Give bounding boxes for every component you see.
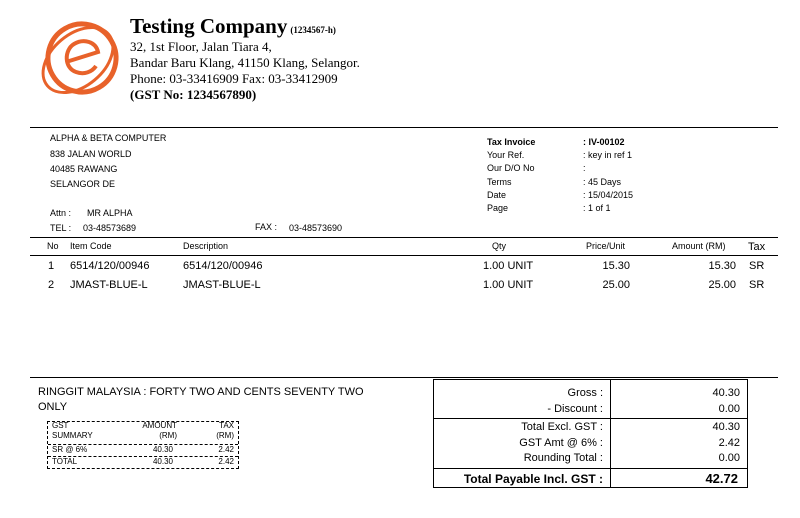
doc-info-value-do-no: :	[583, 163, 586, 173]
col-header-amount: Amount (RM)	[672, 241, 726, 251]
tel-label: TEL :	[50, 223, 72, 233]
doc-info-label-date: Date	[487, 190, 507, 200]
gst-amount-value: 2.42	[718, 437, 740, 449]
row-tax: SR	[749, 260, 765, 272]
rounding-total-label: Rounding Total :	[523, 452, 603, 464]
row-price: 25.00	[602, 279, 630, 291]
doc-info-label-page: Page	[487, 203, 509, 213]
row-tax: SR	[749, 279, 765, 291]
gst-amount-label: GST Amt @ 6% :	[519, 437, 603, 449]
row-qty: 1.00 UNIT	[483, 260, 534, 272]
amount-in-words-line-2: ONLY	[38, 401, 68, 413]
row-price: 15.30	[602, 260, 630, 272]
row-amount: 25.00	[708, 279, 736, 291]
gst-summary-h3b: (RM)	[216, 431, 234, 440]
company-reg-no: (1234567-h)	[290, 25, 336, 35]
discount-label: - Discount :	[547, 403, 603, 415]
discount-value: 0.00	[718, 403, 740, 415]
doc-info-value-tax-invoice: : IV-00102	[583, 137, 625, 147]
col-header-tax: Tax	[748, 241, 766, 253]
customer-address-2: 40485 RAWANG	[50, 164, 118, 174]
row-amount: 15.30	[708, 260, 736, 272]
col-header-item-code: Item Code	[70, 241, 112, 251]
total-excl-gst-value: 40.30	[712, 421, 740, 433]
customer-address-1: 838 JALAN WORLD	[50, 149, 132, 159]
doc-info-value-page: : 1 of 1	[583, 203, 611, 213]
company-phone-fax: Phone: 03-33416909 Fax: 03-33412909	[130, 71, 338, 86]
doc-info-label-tax-invoice: Tax Invoice	[487, 137, 536, 147]
attn-label: Attn :	[50, 208, 72, 218]
gst-summary-sr-tax: 2.42	[218, 445, 234, 454]
total-payable-label: Total Payable Incl. GST :	[463, 472, 603, 486]
tel-value: 03-48573689	[83, 223, 137, 233]
totals-divider-1	[433, 418, 748, 419]
rounding-total-value: 0.00	[718, 452, 740, 464]
doc-info-label-terms: Terms	[487, 177, 512, 187]
doc-info-value-terms: : 45 Days	[583, 177, 622, 187]
gst-summary-h2b: (RM)	[159, 431, 177, 440]
col-header-qty: Qty	[492, 241, 507, 251]
gst-summary-header-amount	[130, 421, 177, 441]
customer-address-3: SELANGOR DE	[50, 179, 116, 189]
header-divider	[30, 127, 778, 128]
total-payable-value: 42.72	[705, 471, 738, 486]
col-header-no: No	[47, 241, 59, 251]
table-header-top-line	[30, 237, 778, 238]
gst-summary-h1b: SUMMARY	[52, 431, 93, 440]
col-header-price: Price/Unit	[586, 241, 626, 251]
footer-divider	[30, 377, 778, 378]
total-excl-gst-label: Total Excl. GST :	[521, 421, 603, 433]
row-qty: 1.00 UNIT	[483, 279, 534, 291]
gst-summary-total-label: TOTAL	[52, 457, 78, 466]
fax-value: 03-48573690	[289, 223, 343, 233]
table-header-bottom-line	[30, 255, 778, 256]
company-logo-icon	[36, 18, 124, 100]
gross-label: Gross :	[567, 387, 603, 399]
gst-summary-sr-label: SR @ 6%	[52, 445, 88, 454]
row-no: 2	[48, 279, 55, 291]
customer-name: ALPHA & BETA COMPUTER	[50, 133, 167, 143]
doc-info-label-your-ref: Your Ref.	[487, 150, 525, 160]
doc-info-label-do-no: Our D/O No	[487, 163, 535, 173]
doc-info-value-your-ref: : key in ref 1	[583, 150, 633, 160]
row-no: 1	[48, 260, 55, 272]
totals-divider-2	[433, 468, 748, 469]
gst-summary-header-gst	[52, 421, 93, 441]
company-name-text: Testing Company	[130, 14, 288, 38]
row-item-code: 6514/120/00946	[70, 260, 150, 272]
col-header-description: Description	[183, 241, 229, 251]
gst-summary-h2a: AMOUNT	[142, 421, 177, 430]
gst-summary-sr-amount: 40.30	[152, 445, 173, 454]
company-name	[130, 14, 336, 39]
gst-summary-header-tax	[200, 421, 234, 441]
amount-in-words-line-1: RINGGIT MALAYSIA : FORTY TWO AND CENTS SEVENTY TWO	[38, 386, 364, 398]
totals-column-divider	[610, 379, 611, 488]
gst-summary-h1a: GST	[52, 421, 69, 430]
gst-summary-total-amount: 40.30	[152, 457, 173, 466]
company-address-2: Bandar Baru Klang, 41150 Klang, Selangor.	[130, 55, 360, 70]
row-item-code: JMAST-BLUE-L	[70, 279, 148, 291]
gross-value: 40.30	[712, 387, 740, 399]
row-description: 6514/120/00946	[183, 260, 263, 272]
fax-label: FAX :	[255, 222, 278, 232]
company-gst-no: (GST No: 1234567890)	[130, 87, 257, 102]
gst-summary-total-tax: 2.42	[218, 457, 234, 466]
company-address-1: 32, 1st Floor, Jalan Tiara 4,	[130, 39, 272, 54]
attn-value: MR ALPHA	[87, 208, 133, 218]
row-description: JMAST-BLUE-L	[183, 279, 261, 291]
doc-info-value-date: : 15/04/2015	[583, 190, 634, 200]
gst-summary-h3a: TAX	[219, 421, 234, 430]
